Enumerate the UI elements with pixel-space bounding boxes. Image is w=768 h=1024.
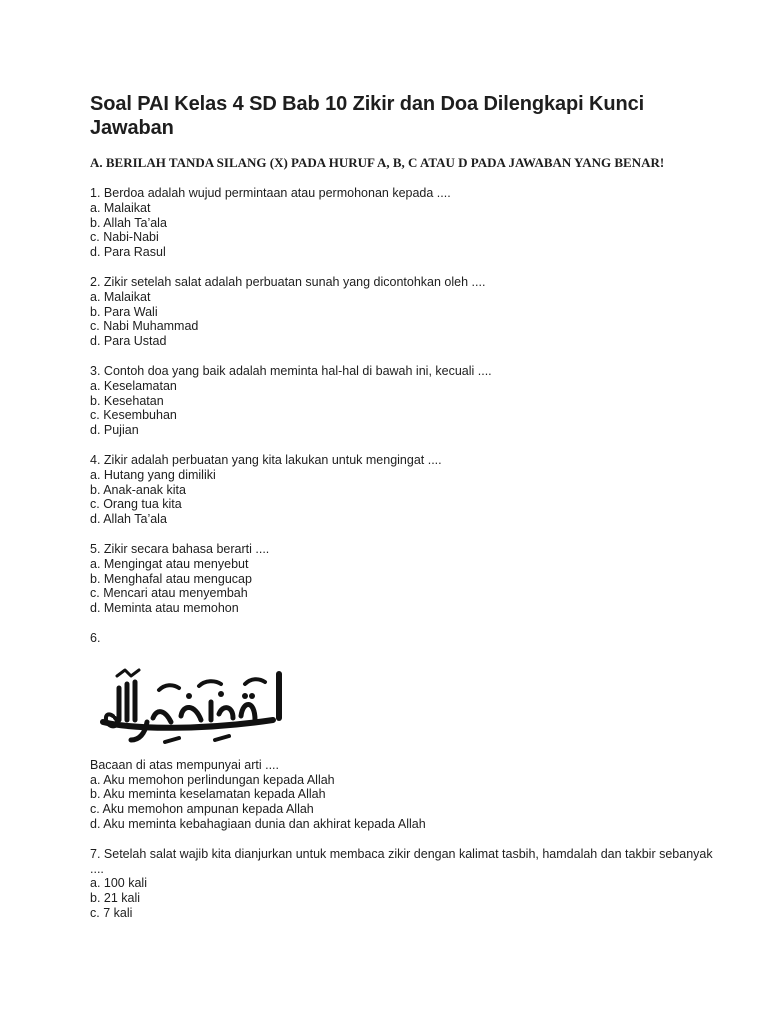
question-text — [90, 275, 728, 290]
question-stem: Zikir secara bahasa berarti .... — [103, 541, 270, 556]
option-a: a. Mengingat atau menyebut — [90, 556, 249, 571]
question-text — [90, 847, 728, 877]
question-2 — [90, 275, 728, 349]
option-a: a. Malaikat — [90, 200, 151, 215]
question-stem: Setelah salat wajib kita dianjurkan untuk membaca zikir dengan kalimat tasbih, hamdalah dan takbir sebanyak .... — [90, 846, 713, 876]
page-title: Soal PAI Kelas 4 SD Bab 10 Zikir dan Doa Dilengkapi Kunci Jawaban — [90, 93, 645, 139]
option-a: a. Hutang yang dimiliki — [90, 467, 216, 482]
question-stem: Contoh doa yang baik adalah meminta hal-hal di bawah ini, kecuali .... — [103, 363, 492, 378]
question-number: 1. — [90, 186, 101, 200]
option-a: a. Aku memohon perlindungan kepada Allah — [90, 772, 335, 787]
question-number: 3. — [90, 363, 101, 378]
option-c: c. Nabi-Nabi — [90, 230, 159, 245]
option-d: d. Para Rasul — [90, 245, 166, 260]
option-d: d. Allah Ta’ala — [90, 512, 167, 527]
option-c: c. Nabi Muhammad — [90, 319, 199, 334]
question-4 — [90, 453, 728, 527]
question-1 — [90, 186, 728, 260]
option-d: d. Pujian — [90, 423, 139, 438]
option-b: b. Anak-anak kita — [90, 482, 186, 497]
question-7 — [90, 847, 728, 921]
question-6 — [90, 631, 728, 832]
option-b: b. Para Wali — [90, 304, 158, 319]
question-number: 4. — [90, 452, 101, 467]
question-text — [90, 453, 728, 468]
question-number: 7. — [90, 846, 101, 861]
option-c: c. Aku memohon ampunan kepada Allah — [90, 802, 314, 817]
option-d: d. Para Ustad — [90, 334, 167, 349]
question-text — [90, 186, 728, 201]
option-b: b. Aku meminta keselamatan kepada Allah — [90, 787, 326, 802]
option-c: c. 7 kali — [90, 905, 133, 920]
option-a: a. Malaikat — [90, 289, 151, 304]
option-b: b. 21 kali — [90, 891, 141, 906]
option-d: d. Aku meminta kebahagiaan dunia dan akhirat kepada Allah — [90, 816, 426, 831]
question-5 — [90, 542, 728, 616]
option-a: a. 100 kali — [90, 876, 147, 891]
question-stem: Zikir adalah perbuatan yang kita lakukan untuk mengingat .... — [103, 452, 442, 467]
question-text — [90, 364, 728, 379]
option-c: c. Mencari atau menyembah — [90, 586, 248, 601]
instruction-heading: A. BERILAH TANDA SILANG (X) PADA HURUF A, B, C ATAU D PADA JAWABAN YANG BENAR! — [90, 155, 665, 170]
option-d: d. Meminta atau memohon — [90, 601, 239, 616]
question-text — [90, 542, 728, 557]
option-b: b. Kesehatan — [90, 393, 164, 408]
astaghfirullah-calligraphy-icon — [95, 660, 295, 748]
option-c: c. Kesembuhan — [90, 408, 177, 423]
question-stem: Zikir setelah salat adalah perbuatan sunah yang dicontohkan oleh .... — [103, 274, 486, 289]
option-b: b. Allah Ta’ala — [90, 215, 167, 230]
question-number: 5. — [90, 541, 101, 556]
question-number: 2. — [90, 274, 101, 289]
option-c: c. Orang tua kita — [90, 497, 182, 512]
option-a: a. Keselamatan — [90, 378, 177, 393]
question-stem: Bacaan di atas mempunyai arti .... — [90, 757, 279, 772]
question-stem: Berdoa adalah wujud permintaan atau permohonan kepada .... — [103, 186, 451, 200]
question-number: 6. — [90, 630, 101, 645]
question-3 — [90, 364, 728, 438]
option-b: b. Menghafal atau mengucap — [90, 571, 252, 586]
